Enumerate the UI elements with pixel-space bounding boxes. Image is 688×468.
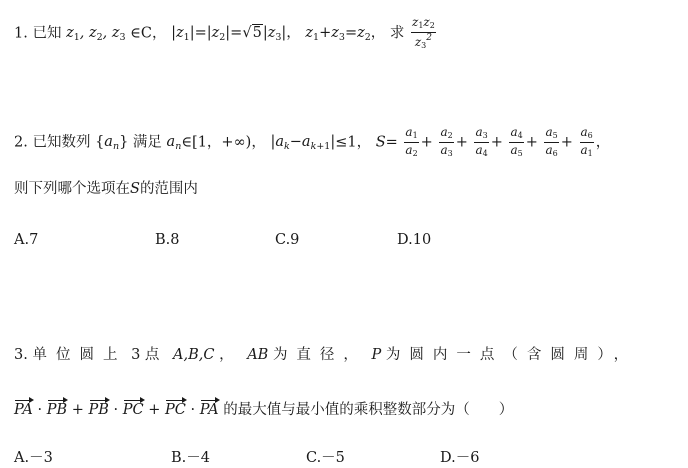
q1-set: ∈C，	[130, 25, 167, 42]
q3-text-a: 单位圆上	[32, 347, 127, 363]
q3-points: A,B,C	[173, 347, 215, 363]
q3-text-b: 点	[144, 347, 169, 363]
q2-seq: $\{a_n\}$	[95, 134, 129, 153]
q1-vars: $z_1$, $z_2$, $z_3$	[66, 25, 126, 44]
q3-option-c[interactable]: C.－5	[306, 450, 345, 466]
question-3	[14, 348, 637, 363]
q3-p: P	[371, 347, 382, 363]
q3-line2-tail: 的最大值与最小值的乘积整数部分为（ ）	[223, 402, 514, 418]
q1-ask: 求	[389, 25, 405, 42]
q2-mid: 满足	[132, 134, 162, 151]
q1-number: 1.	[14, 25, 28, 42]
question-2-line-2	[14, 182, 198, 197]
q3-option-b[interactable]: B.－4	[171, 450, 210, 466]
q3-number: 3.	[14, 347, 28, 363]
q2-line2: 则下列哪个选项在	[14, 181, 130, 197]
q2-line2-tail: 的范围内	[139, 181, 198, 197]
q2-S: S	[375, 134, 386, 151]
q2-option-d[interactable]: D.10	[397, 232, 432, 248]
q2-frac-1: $\frac{a_1}{a_2}$	[405, 125, 418, 158]
q2-option-c[interactable]: C.9	[275, 232, 300, 248]
question-1	[14, 16, 438, 51]
q3-option-d[interactable]: D.－6	[440, 450, 480, 466]
question-2: 2. 已知数列 $\{a_n\}$ 满足 $a_n\in[1$，+∞)， $|a_k-a_{k+1}|\le 1$， S= $\frac{a_1}{a_2}$ + $\frac{a_2}{a_3}$ + $\frac{a_3}{a_4}$ + $\frac{a_4}{a_5}$ + $\frac{a_5}{a_6}$ + $\frac{a_6}{a_1}$ ，	[14, 125, 611, 158]
q2-option-b[interactable]: B.8	[155, 232, 180, 248]
q3-ab: AB	[247, 347, 269, 363]
q2-frac-2: $\frac{a_2}{a_3}$	[440, 125, 453, 158]
q3-vector-expr: PA · PB + PB · PC + PC · PA	[14, 402, 219, 418]
q3-text-e: 为圆内一点（含圆周），	[385, 347, 638, 363]
q1-condition: $|z_1|=|z_2|=√5|z_3|$， $z_1+z_3=z_2$，	[171, 25, 390, 44]
q2-line2-var: S	[130, 181, 140, 197]
q2-frac-3: $\frac{a_3}{a_4}$	[475, 125, 488, 158]
q2-frac-4: $\frac{a_4}{a_5}$	[510, 125, 523, 158]
q2-option-a[interactable]: A.7	[14, 232, 39, 248]
q2-range: ∈[1，+∞)，	[181, 134, 266, 151]
q3-text-d: 为直径，	[272, 347, 367, 363]
q2-frac-6: $\frac{a_6}{a_1}$	[580, 125, 593, 158]
q1-lead: 已知	[32, 25, 62, 42]
q3-option-a[interactable]: A.－3	[14, 450, 53, 466]
q2-lead: 已知数列	[32, 134, 91, 151]
q3-text-c: ，	[219, 347, 243, 363]
q1-fraction: $\frac{z_1z_2}{z_3^2}$	[412, 15, 435, 50]
q2-ineq: ≤1，	[335, 134, 372, 151]
q2-frac-5: $\frac{a_5}{a_6}$	[545, 125, 558, 158]
q2-number: 2.	[14, 134, 28, 151]
q2-tail: ，	[595, 134, 611, 151]
q2-abs: $|a_k-a_{k+1}|$	[270, 134, 336, 153]
q2-an: $a_n$	[166, 134, 182, 153]
q3-count: 3	[131, 347, 141, 363]
question-3-line-2	[14, 403, 513, 418]
